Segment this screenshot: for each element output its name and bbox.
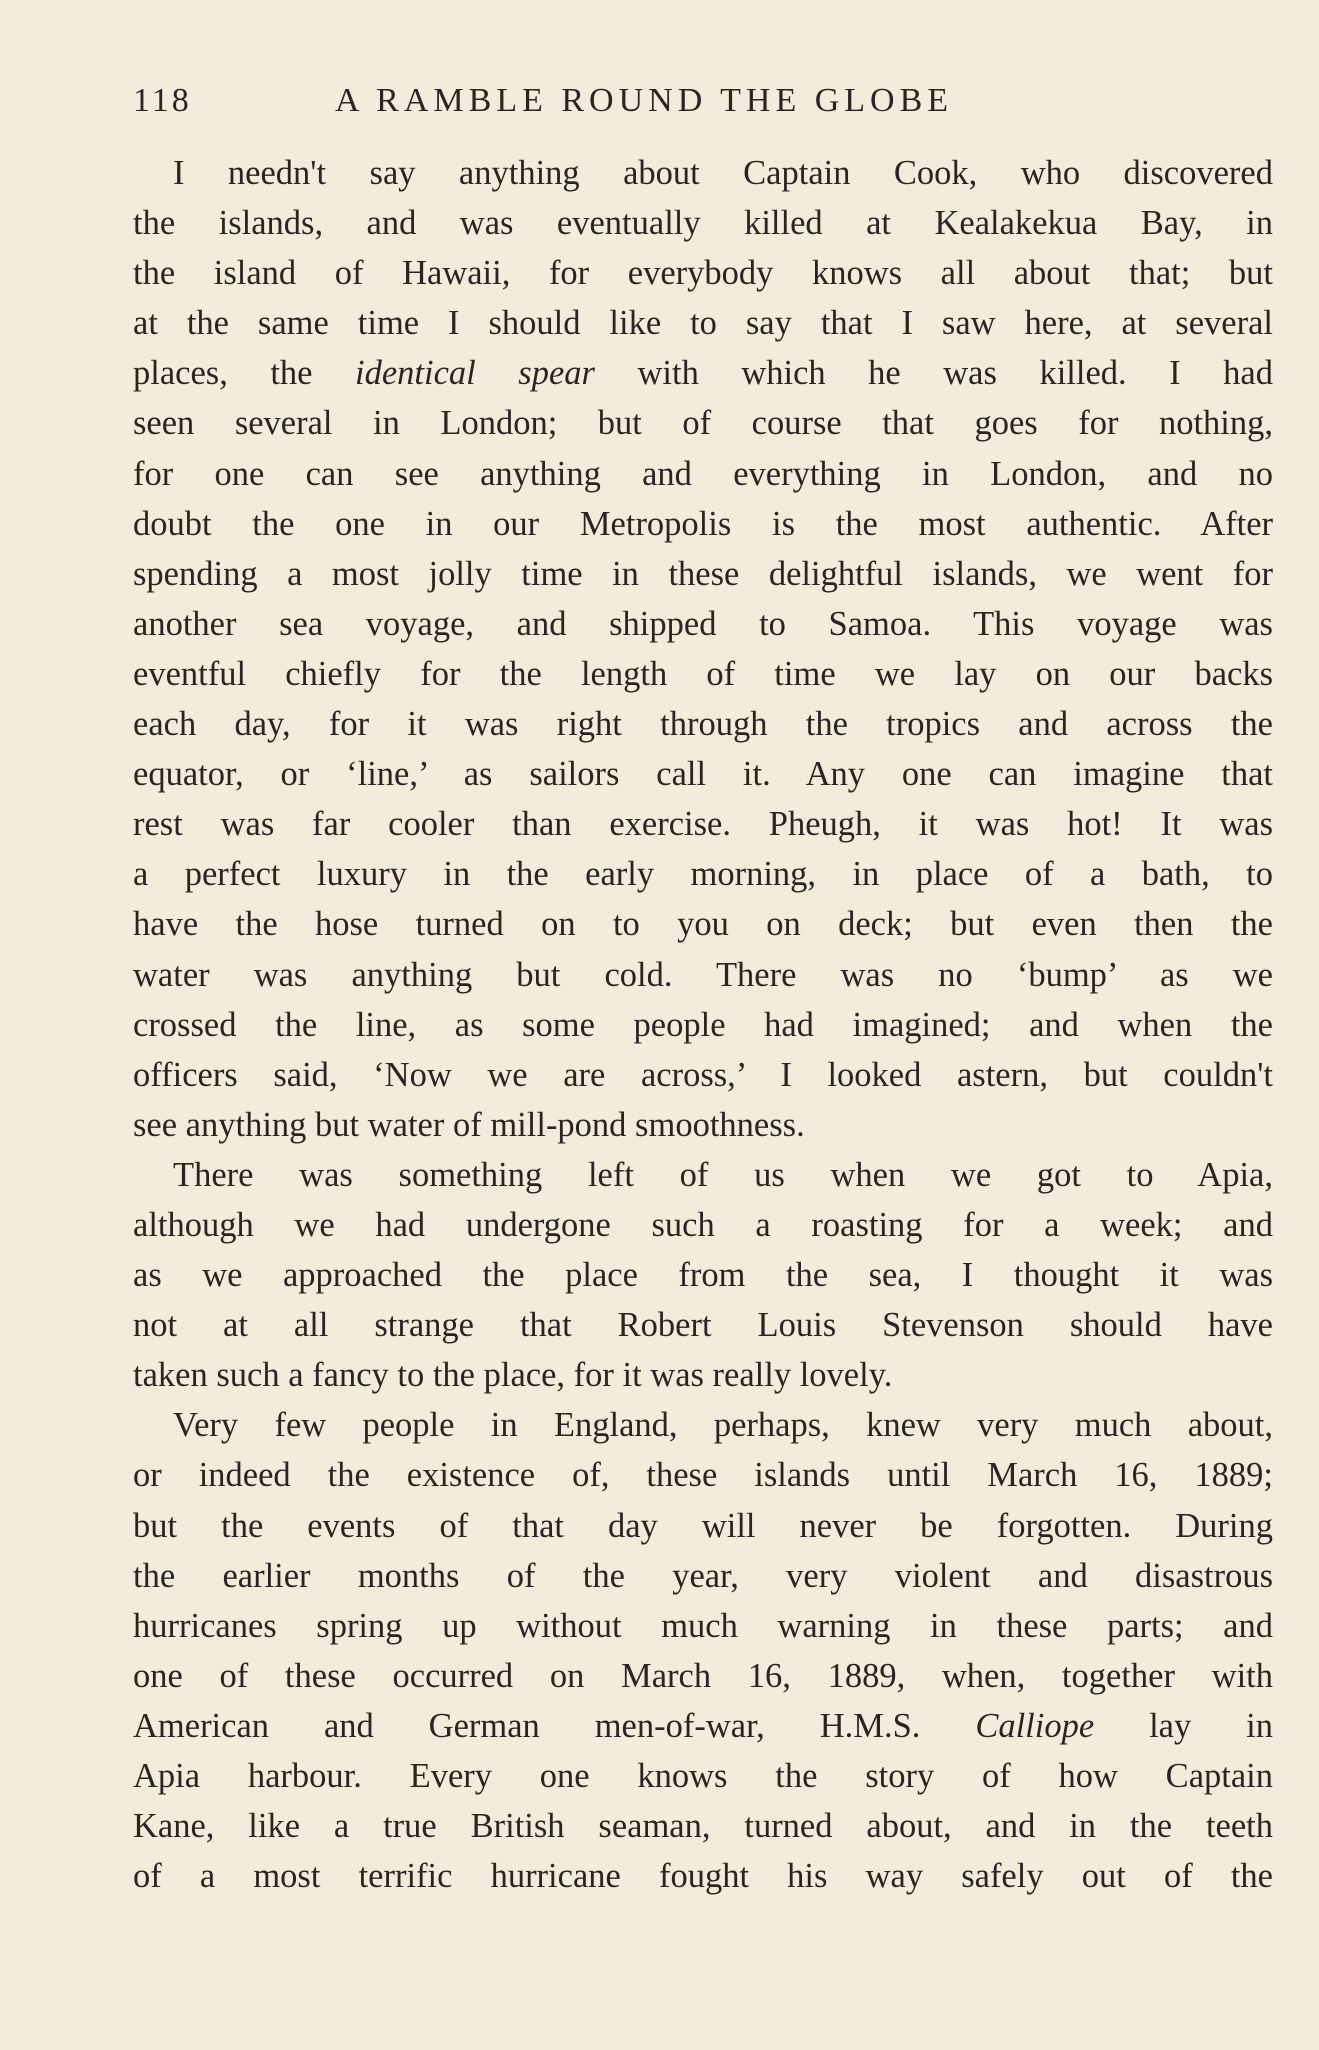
text-line: water was anything but cold. There was no ‘bump’ as we [133, 955, 1273, 994]
text-line: the islands, and was eventually killed at Kealakekua Bay, in [133, 204, 1273, 243]
text-line: one of these occurred on March 16, 1889, when, together with [133, 1656, 1273, 1695]
page-number: 118 [133, 82, 192, 119]
text-line: Apia harbour. Every one knows the story of how Captain [133, 1757, 1273, 1795]
text-run: with which he was killed. I had [594, 354, 1273, 393]
text-line: Very few people in England, perhaps, knew very much about, [173, 1406, 1273, 1445]
text-line: another sea voyage, and shipped to Samoa. This voyage was [133, 604, 1273, 643]
body-text [133, 148, 1273, 1901]
text-line: have the hose turned on to you on deck; but even then the [133, 905, 1273, 944]
italic-phrase: identical spear [355, 354, 595, 393]
text-run: lay in [1094, 1706, 1273, 1745]
text-line: or indeed the existence of, these islands until March 16, 1889; [133, 1456, 1273, 1495]
text-line: at the same time I should like to say that I saw here, at several [133, 304, 1273, 343]
text-line: There was something left of us when we got to Apia, [173, 1155, 1273, 1194]
text-line: each day, for it was right through the tropics and across the [133, 705, 1273, 744]
text-run: American and German men-of-war, H.M.S. [133, 1706, 976, 1745]
text-line: for one can see anything and everything in London, and no [133, 454, 1273, 493]
running-header [133, 82, 1273, 132]
text-run: places, the [133, 354, 356, 393]
text-line [133, 348, 1273, 398]
text-line: of a most terrific hurricane fought his way safely out of the [133, 1857, 1273, 1896]
text-line: crossed the line, as some people had imagined; and when the [133, 1005, 1273, 1044]
text-line: not at all strange that Robert Louis Stevenson should have [133, 1306, 1273, 1345]
text-line: eventful chiefly for the length of time we lay on our backs [133, 654, 1273, 693]
text-line: I needn't say anything about Captain Cook, who discovered [173, 154, 1273, 192]
text-line: but the events of that day will never be forgotten. During [133, 1506, 1273, 1545]
text-line: taken such a fancy to the place, for it was really lovely. [133, 1356, 893, 1395]
text-line: as we approached the place from the sea, I thought it was [133, 1256, 1273, 1295]
text-line: hurricanes spring up without much warning in these parts; and [133, 1606, 1273, 1645]
text-line: see anything but water of mill-pond smoothness. [133, 1105, 805, 1144]
text-line: although we had undergone such a roasting for a week; and [133, 1205, 1273, 1244]
running-title: A RAMBLE ROUND THE GLOBE [335, 82, 954, 119]
text-line: the earlier months of the year, very violent and disastrous [133, 1556, 1273, 1595]
text-line: officers said, ‘Now we are across,’ I looked astern, but couldn't [133, 1055, 1273, 1094]
italic-ship-name: Calliope [975, 1706, 1095, 1745]
text-line: spending a most jolly time in these delightful islands, we went for [133, 554, 1273, 593]
text-line: doubt the one in our Metropolis is the most authentic. After [133, 504, 1273, 543]
text-line: the island of Hawaii, for everybody knows all about that; but [133, 254, 1273, 293]
text-line: Kane, like a true British seaman, turned about, and in the teeth [133, 1807, 1273, 1846]
text-line: a perfect luxury in the early morning, in place of a bath, to [133, 855, 1273, 894]
text-line: seen several in London; but of course that goes for nothing, [133, 404, 1273, 443]
text-line: rest was far cooler than exercise. Pheugh, it was hot! It was [133, 805, 1273, 844]
text-line: equator, or ‘line,’ as sailors call it. Any one can imagine that [133, 755, 1273, 794]
text-line [133, 1701, 1273, 1751]
